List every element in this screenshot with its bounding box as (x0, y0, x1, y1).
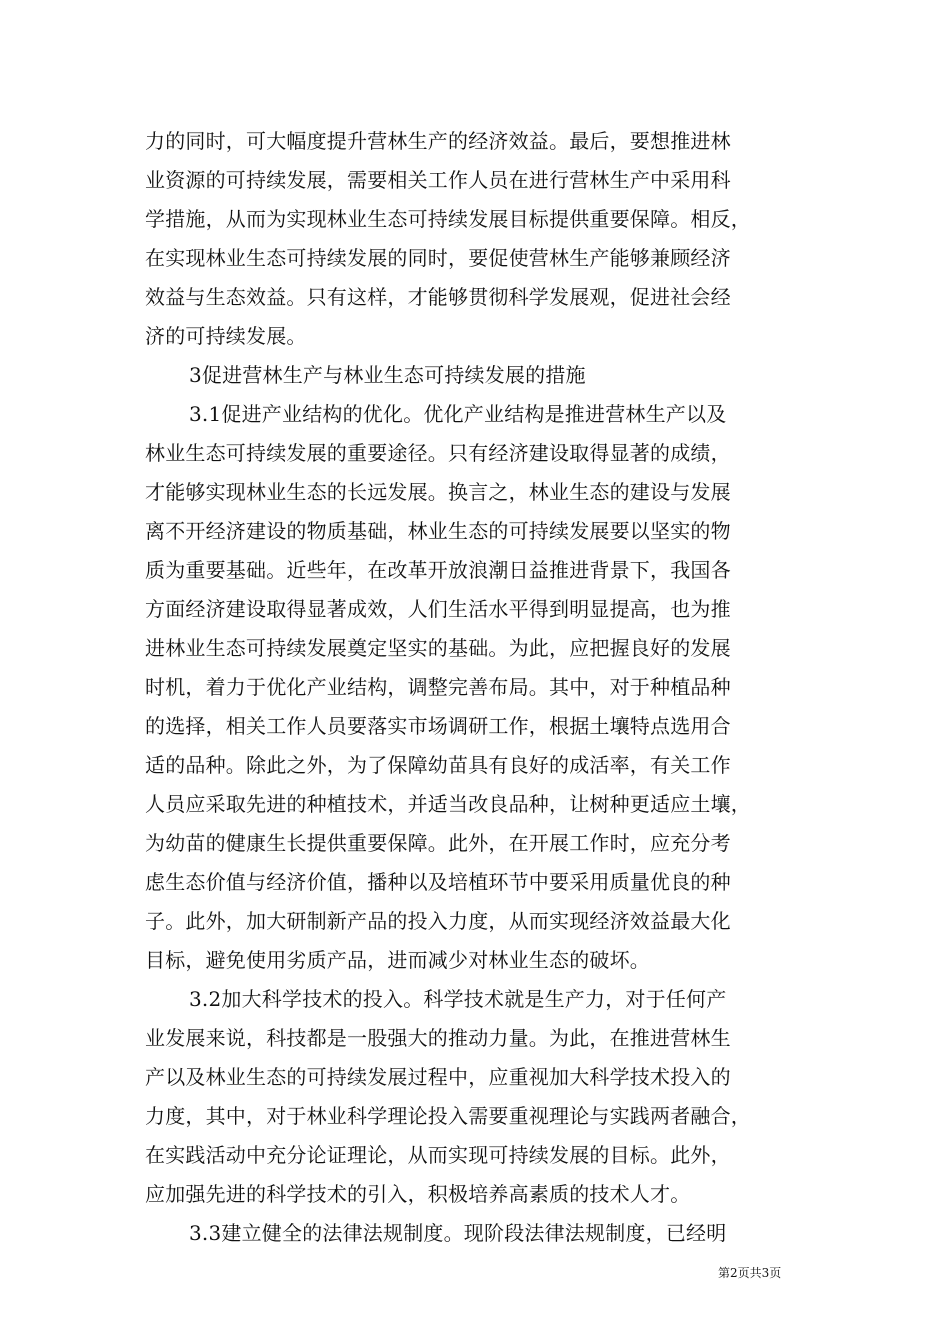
document-body (145, 122, 805, 1253)
text-line: 目标，避免使用劣质产品，进而减少对林业生态的破坏。 (145, 948, 650, 972)
text-line: 业资源的可持续发展，需要相关工作人员在进行营林生产中采用科 (145, 168, 731, 192)
text-line: 才能够实现林业生态的长远发展。换言之，林业生态的建设与发展 (145, 480, 731, 504)
subsection-line: 3.2加大科学技术的投入。科学技术就是生产力，对于任何产 (189, 987, 727, 1011)
text-line: 进林业生态可持续发展奠定坚实的基础。为此，应把握良好的发展 (145, 636, 731, 660)
page-number: 第2页共3页 (718, 1266, 782, 1280)
subsection-line: 3.1促进产业结构的优化。优化产业结构是推进营林生产以及 (189, 402, 727, 426)
section-heading: 3促进营林生产与林业生态可持续发展的措施 (189, 363, 586, 387)
text-line: 效益与生态效益。只有这样，才能够贯彻科学发展观，促进社会经 (145, 285, 731, 309)
text-line: 力度，其中，对于林业科学理论投入需要重视理论与实践两者融合， (145, 1104, 751, 1128)
text-line: 应加强先进的科学技术的引入，积极培养高素质的技术人才。 (145, 1182, 691, 1206)
text-line: 产以及林业生态的可持续发展过程中，应重视加大科学技术投入的 (145, 1065, 731, 1089)
text-line: 时机，着力于优化产业结构，调整完善布局。其中，对于种植品种 (145, 675, 731, 699)
text-line: 在实现林业生态可持续发展的同时，要促使营林生产能够兼顾经济 (145, 246, 731, 270)
text-line: 业发展来说，科技都是一股强大的推动力量。为此，在推进营林生 (145, 1026, 731, 1050)
text-line: 质为重要基础。近些年，在改革开放浪潮日益推进背景下，我国各 (145, 558, 731, 582)
text-line: 在实践活动中充分论证理论，从而实现可持续发展的目标。此外， (145, 1143, 731, 1167)
text-line: 子。此外，加大研制新产品的投入力度，从而实现经济效益最大化 (145, 909, 731, 933)
text-line: 离不开经济建设的物质基础，林业生态的可持续发展要以坚实的物 (145, 519, 731, 543)
text-line: 力的同时，可大幅度提升营林生产的经济效益。最后，要想推进林 (145, 129, 731, 153)
subsection-line: 3.3建立健全的法律法规制度。现阶段法律法规制度，已经明 (189, 1221, 727, 1245)
text-line: 林业生态可持续发展的重要途径。只有经济建设取得显著的成绩， (145, 441, 731, 465)
text-line: 虑生态价值与经济价值，播种以及培植环节中要采用质量优良的种 (145, 870, 731, 894)
text-line: 的选择，相关工作人员要落实市场调研工作，根据土壤特点选用合 (145, 714, 731, 738)
text-line: 适的品种。除此之外，为了保障幼苗具有良好的成活率，有关工作 (145, 753, 731, 777)
text-line: 人员应采取先进的种植技术，并适当改良品种，让树种更适应土壤， (145, 792, 751, 816)
text-line: 方面经济建设取得显著成效，人们生活水平得到明显提高，也为推 (145, 597, 731, 621)
text-line: 学措施，从而为实现林业生态可持续发展目标提供重要保障。相反， (145, 207, 751, 231)
text-line: 济的可持续发展。 (145, 324, 307, 348)
text-line: 为幼苗的健康生长提供重要保障。此外，在开展工作时，应充分考 (145, 831, 731, 855)
